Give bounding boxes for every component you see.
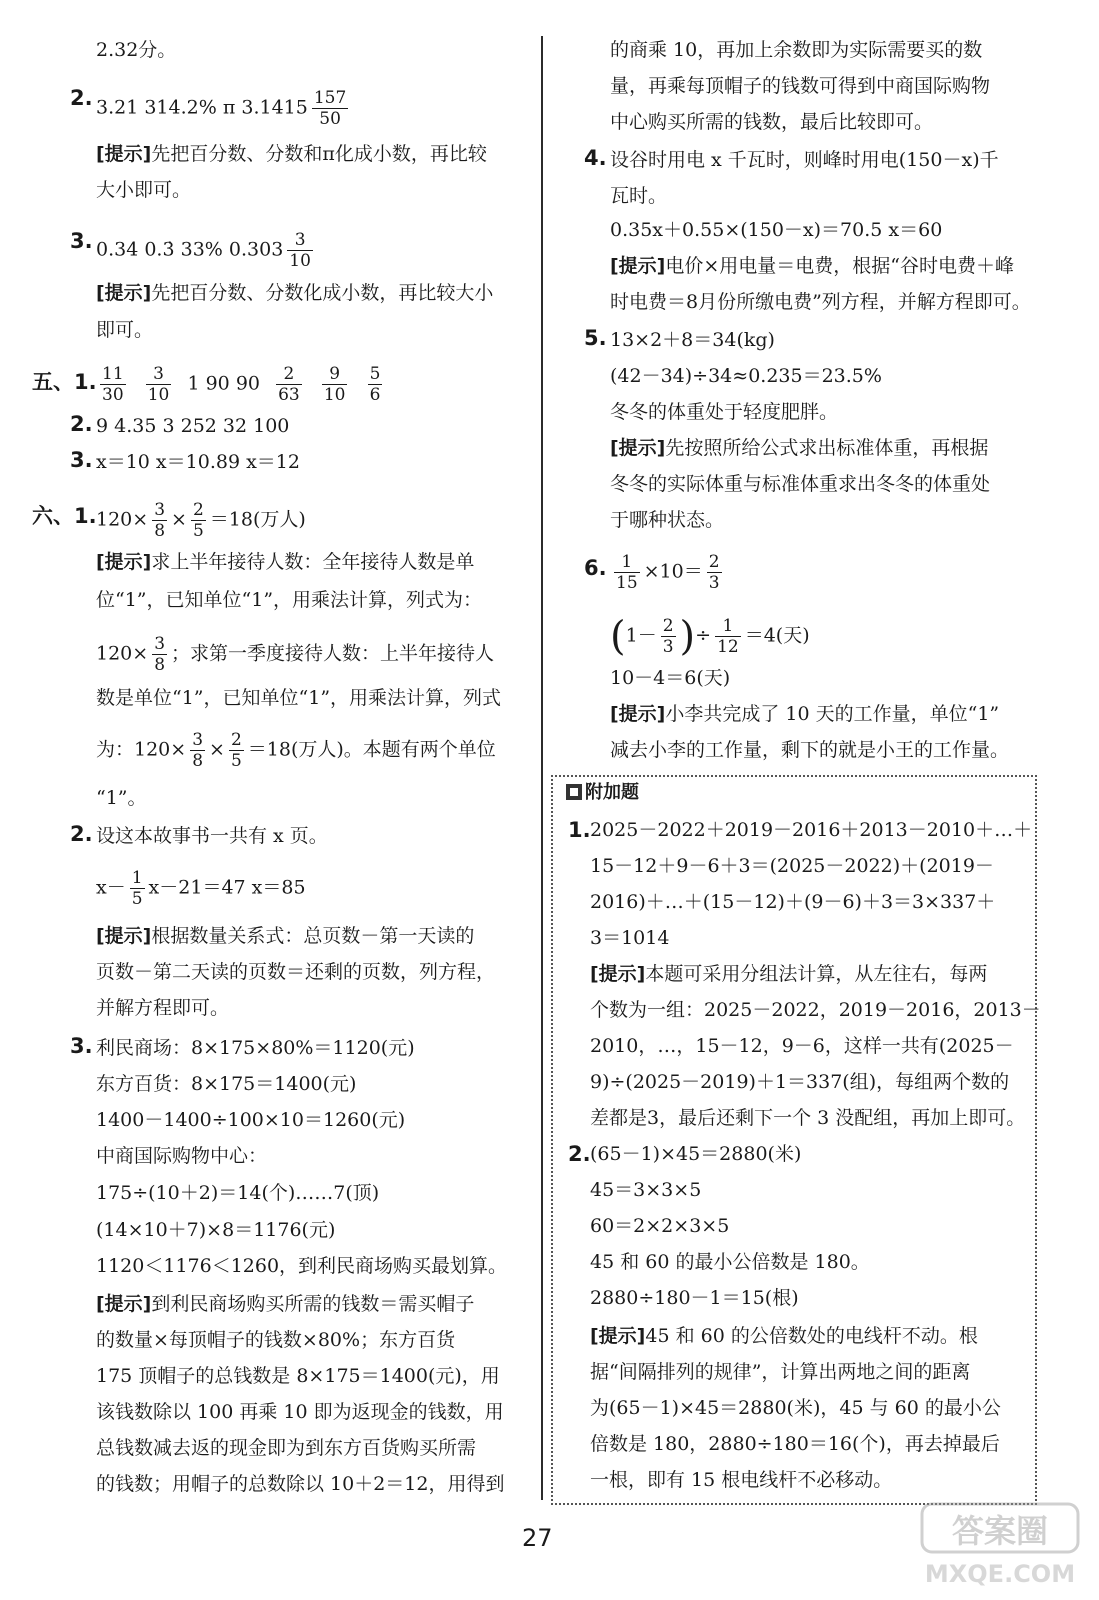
hint-line: [提示]求上半年接待人数：全年接待人数是单 [96, 551, 475, 573]
hint-line: 为(65－1)×45＝2880(米)，45 与 60 的最小公 [590, 1397, 1001, 1419]
fraction: $\frac{2}{5}$ [230, 730, 242, 771]
item-number: 1. [568, 818, 591, 842]
answer-line: 45 和 60 的最小公倍数是 180。 [590, 1251, 870, 1273]
column-divider [541, 36, 543, 1500]
answer-line: 15－12＋9－6＋3＝(2025－2022)＋(2019－ [590, 855, 994, 877]
hint-line: 为：120× $\frac{3}{8}$ × $\frac{2}{5}$ ＝18(万人)。本题有两个单位 [96, 730, 496, 771]
hint-line: “1”。 [96, 787, 147, 809]
hint-line: 位“1”，已知单位“1”，用乘法计算，列式为： [96, 589, 483, 611]
hint-line: 差都是3，最后还剩下一个 3 没配组，再加上即可。 [590, 1107, 1026, 1129]
answer-line: 1400－1400÷100×10＝1260(元) [96, 1109, 406, 1131]
hint-line: 大小即可。 [96, 179, 192, 201]
hint-line: 个数为一组：2025－2022，2019－2016，2013－ [590, 999, 1041, 1021]
hint-line: 一根，即有 15 根电线杆不必移动。 [590, 1469, 893, 1491]
hint-line: 120× $\frac{3}{8}$ ；求第一季度接待人数：上半年接待人 [96, 634, 495, 675]
hint-line: 即可。 [96, 319, 154, 341]
hint-line: [提示]先按照所给公式求出标准体重，再根据 [610, 437, 989, 459]
answer-line: (65－1)×45＝2880(米) [590, 1143, 802, 1165]
answer-line: 0.34 0.3̇ 33% 0.303 $\frac{3}{10}$ [96, 230, 311, 271]
hint-line: [提示]小李共完成了 10 天的工作量，单位“1” [610, 703, 1000, 725]
item-number: 6. [584, 556, 607, 580]
answer-line: 设谷时用电 x 千瓦时，则峰时用电(150－x)千 [610, 149, 999, 171]
item-number: 2. [70, 822, 93, 846]
fraction: $\frac{5}{6}$ [369, 364, 381, 405]
answer-line: 中商国际购物中心： [96, 1145, 268, 1167]
fraction: $\frac{2}{63}$ [278, 364, 300, 405]
answer-line: 冬冬的体重处于轻度肥胖。 [610, 401, 839, 423]
hint-line: 页数－第二天读的页数＝还剩的页数，列方程， [96, 961, 496, 983]
fraction: $\frac{3}{10}$ [289, 230, 311, 271]
answer-line: (42－34)÷34≈0.235＝23.5% [610, 365, 882, 387]
section-number: 五、1. [32, 370, 97, 394]
answer-line: 1120＜1176＜1260，到利民商场购买最划算。 [96, 1255, 508, 1277]
hint-line: 冬冬的实际体重与标准体重求出冬冬的体重处 [610, 473, 991, 495]
hint-line: [提示]根据数量关系式：总页数－第一天读的 [96, 925, 475, 947]
hint-line: [提示]先把百分数、分数和π化成小数，再比较 [96, 143, 487, 165]
fraction: $\frac{3}{10}$ [147, 364, 170, 405]
answer-line: 2025－2022＋2019－2016＋2013－2010＋…＋ [590, 819, 1033, 841]
item-number: 2. [568, 1142, 591, 1166]
item-number: 4. [584, 146, 607, 170]
hint-line: [提示]45 和 60 的公倍数处的电线杆不动。根 [590, 1325, 978, 1347]
answer-line: x＝10 x＝10.89 x＝12 [96, 451, 300, 473]
answer-line: (14×10＋7)×8＝1176(元) [96, 1219, 336, 1241]
hint-line: 数是单位“1”，已知单位“1”，用乘法计算，列式 [96, 687, 502, 709]
hint-line: [提示]电价×用电量＝电费，根据“谷时电费＋峰 [610, 255, 1015, 277]
answer-line: 2.32分。 [96, 39, 177, 61]
fraction: $\frac{1}{5}$ [131, 868, 143, 909]
hint-line: 中心购买所需的钱数，最后比较即可。 [610, 111, 934, 133]
hint-line: 倍数是 180，2880÷180＝16(个)，再去掉最后 [590, 1433, 1000, 1455]
item-number: 2. [70, 412, 93, 436]
answer-line: 瓦时。 [610, 185, 668, 207]
hint-line: 的数量×每顶帽子的钱数×80%；东方百货 [96, 1329, 456, 1351]
answer-line: (1－ $\frac{2}{3}$ )÷ $\frac{1}{12}$ ＝4(天) [610, 613, 810, 660]
section-number: 六、1. [32, 504, 97, 528]
hint-line: 量，再乘每顶帽子的钱数可得到中商国际购物 [610, 75, 991, 97]
answer-line: 9 4.35 3 252 32 100 [96, 415, 290, 437]
hint-line: 175 顶帽子的总钱数是 8×175＝1400(元)，用 [96, 1365, 500, 1387]
hint-line: 的商乘 10，再加上余数即为实际需要买的数 [610, 39, 983, 61]
fraction: $\frac{3}{8}$ [192, 730, 204, 771]
answer-line: $\frac{11}{30}$ $\frac{3}{10}$ 1 90 90 $\frac{2}{63}$ $\frac{9}{10}$ $\frac{5}{6}$ [102, 364, 381, 405]
watermark-url: MXQE.COM [924, 1560, 1076, 1588]
watermark-text: 答案圈 [951, 1512, 1049, 1550]
answer-line: 10－4＝6(天) [610, 667, 731, 689]
bonus-questions-title: 附加题 [566, 778, 639, 804]
answer-line: 东方百货：8×175＝1400(元) [96, 1073, 357, 1095]
answer-line: 60＝2×2×3×5 [590, 1215, 730, 1237]
fraction: $\frac{3}{8}$ [154, 634, 166, 675]
answer-line: 设这本故事书一共有 x 页。 [96, 825, 328, 847]
title-marker-icon [566, 784, 582, 800]
hint-line: 并解方程即可。 [96, 997, 230, 1019]
hint-line: 时电费＝8月份所缴电费”列方程，并解方程即可。 [610, 291, 1031, 313]
fraction: $\frac{3}{8}$ [154, 500, 166, 541]
hint-line: [提示]到利民商场购买所需的钱数＝需买帽子 [96, 1293, 475, 1315]
fraction: $\frac{2}{3}$ [708, 552, 720, 593]
fraction: $\frac{1}{12}$ [717, 616, 739, 657]
answer-line: 120× $\frac{3}{8}$ × $\frac{2}{5}$ ＝18(万人) [96, 500, 306, 541]
answer-line: 0.35x＋0.55×(150－x)＝70.5 x＝60 [610, 219, 943, 241]
item-number: 5. [584, 326, 607, 350]
fraction: $\frac{2}{3}$ [662, 616, 674, 657]
watermark-logo [862, 1498, 1082, 1590]
answer-line: $\frac{1}{15}$ ×10＝ $\frac{2}{3}$ [616, 552, 720, 593]
item-number: 2. [70, 86, 93, 110]
hint-line: 据“间隔排列的规律”，计算出两地之间的距离 [590, 1361, 971, 1383]
hint-line: 的钱数；用帽子的总数除以 10＋2＝12，用得到 [96, 1473, 505, 1495]
answer-line: 2880÷180－1＝15(根) [590, 1287, 799, 1309]
answer-line: x－ $\frac{1}{5}$ x－21＝47 x＝85 [96, 868, 306, 909]
page-number: 27 [522, 1524, 553, 1552]
answer-line: 利民商场：8×175×80%＝1120(元) [96, 1037, 415, 1059]
hint-line: 该钱数除以 100 再乘 10 即为返现金的钱数，用 [96, 1401, 504, 1423]
hint-line: 9)÷(2025－2019)＋1＝337(组)，每组两个数的 [590, 1071, 1010, 1093]
item-number: 3. [70, 229, 93, 253]
fraction: $\frac{2}{5}$ [192, 500, 204, 541]
fraction: $\frac{157}{50}$ [313, 88, 347, 129]
hint-line: 总钱数减去返的现金即为到东方百货购买所需 [96, 1437, 477, 1459]
hint-line: 减去小李的工作量，剩下的就是小王的工作量。 [610, 739, 1010, 761]
fraction: $\frac{11}{30}$ [102, 364, 124, 405]
answer-line: 2016)＋…＋(15－12)＋(9－6)＋3＝3×337＋ [590, 891, 996, 913]
answer-line: 3.21 314.2% π 3.1415 $\frac{157}{50}$ [96, 88, 347, 129]
answer-line: 175÷(10＋2)＝14(个)……7(顶) [96, 1182, 380, 1204]
item-number: 3. [70, 1034, 93, 1058]
hint-line: 于哪种状态。 [610, 509, 725, 531]
answer-line: 45＝3×3×5 [590, 1179, 702, 1201]
answer-line: 13×2＋8＝34(kg) [610, 329, 775, 351]
fraction: $\frac{1}{15}$ [616, 552, 638, 593]
fraction: $\frac{9}{10}$ [323, 364, 346, 405]
hint-line: 2010，…，15－12，9－6，这样一共有(2025－ [590, 1035, 1014, 1057]
hint-line: [提示]本题可采用分组法计算，从左往右，每两 [590, 963, 988, 985]
hint-line: [提示]先把百分数、分数化成小数，再比较大小 [96, 282, 494, 304]
answer-line: 3＝1014 [590, 927, 670, 949]
item-number: 3. [70, 448, 93, 472]
